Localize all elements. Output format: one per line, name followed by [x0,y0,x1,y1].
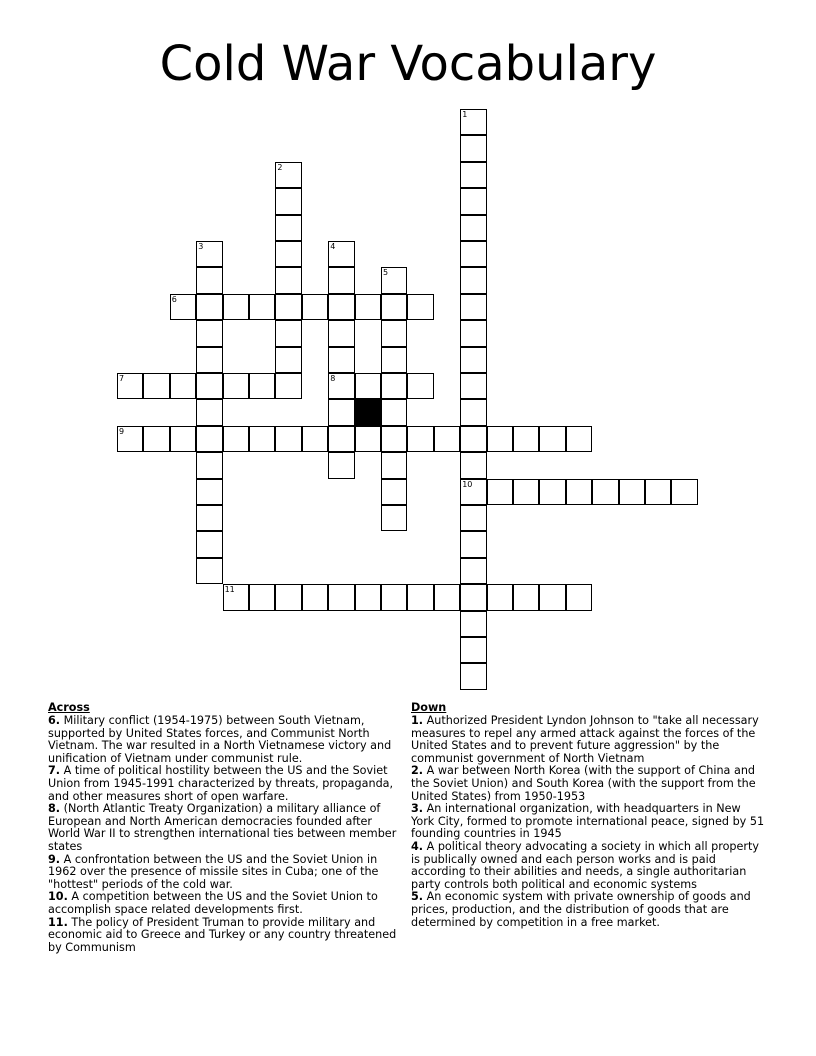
grid-cell[interactable] [434,426,460,452]
grid-cell[interactable] [381,347,407,373]
clue-number: 2. [411,764,424,778]
grid-cell[interactable] [460,188,486,214]
clue-number: 4 [330,242,336,251]
clue-number: 11 [224,585,235,595]
grid-cell[interactable] [328,241,354,267]
down-clue [411,841,767,891]
grid-cell[interactable] [381,267,407,293]
grid-cell[interactable] [249,373,275,399]
grid-cell[interactable] [381,399,407,425]
grid-cell[interactable] [223,294,249,320]
clue-number: 3. [411,802,424,816]
grid-cell[interactable] [592,479,618,505]
grid-cell[interactable] [328,347,354,373]
clue-number: 9. [48,852,61,866]
grid-cell[interactable] [170,373,196,399]
grid-cell[interactable] [460,637,486,663]
clue-number: 5. [411,890,424,904]
clue-text: A competition between the US and the Soviet Union to accomplish space related developments first. [48,890,378,916]
grid-cell[interactable] [566,426,592,452]
grid-cell[interactable] [460,584,486,610]
grid-cell[interactable] [539,479,565,505]
down-clue [411,765,767,803]
clue-number: 10 [462,479,473,489]
clue-number: 6. [48,714,61,727]
grid-cell[interactable] [196,452,222,478]
grid-cell[interactable] [328,267,354,293]
grid-cell[interactable] [460,479,486,505]
clue-number: 1 [462,110,468,119]
grid-cell[interactable] [302,294,328,320]
grid-cell[interactable] [619,479,645,505]
grid-cell[interactable] [196,479,222,505]
grid-cell[interactable] [328,584,354,610]
grid-cell[interactable] [355,584,381,610]
grid-cell[interactable] [671,479,697,505]
grid-cell[interactable] [170,294,196,320]
down-clue [411,803,767,841]
grid-cell[interactable] [381,426,407,452]
grid-cell[interactable] [513,479,539,505]
grid-cell[interactable] [275,188,301,214]
grid-cell[interactable] [460,162,486,188]
grid-cell[interactable] [355,373,381,399]
down-clue [411,715,767,765]
across-clue-list [48,715,404,954]
grid-cell[interactable] [196,505,222,531]
clue-text: An international organization, with headquarters in New York City, formed to promote international peace, signed by 51 founding countries in 1945 [411,802,765,841]
grid-cell[interactable] [328,373,354,399]
grid-cell[interactable] [460,320,486,346]
grid-cell[interactable] [275,241,301,267]
grid-cell[interactable] [196,531,222,557]
across-clue [48,854,404,892]
clue-number: 2 [277,162,283,172]
grid-cell[interactable] [328,426,354,452]
clue-number: 10. [48,890,68,904]
grid-cell[interactable] [143,373,169,399]
grid-cell[interactable] [117,373,143,399]
across-clue [48,803,404,853]
clue-number: 5 [383,268,389,278]
grid-cell[interactable] [460,611,486,637]
grid-cell[interactable] [355,426,381,452]
grid-cell[interactable] [196,373,222,399]
grid-cell[interactable] [249,584,275,610]
grid-cell[interactable] [460,531,486,557]
across-clues [48,700,404,954]
grid-cell[interactable] [196,426,222,452]
grid-cell[interactable] [381,373,407,399]
grid-cell[interactable] [460,426,486,452]
down-clue-list [411,715,767,929]
grid-cell[interactable] [434,584,460,610]
grid-cell[interactable] [223,426,249,452]
grid-cell[interactable] [487,479,513,505]
grid-cell[interactable] [460,241,486,267]
across-clue [48,715,404,765]
clue-number: 9 [119,426,125,436]
grid-cell[interactable] [196,267,222,293]
clue-number: 11. [48,915,68,929]
grid-cell[interactable] [275,320,301,346]
grid-cell[interactable] [275,215,301,241]
grid-cell[interactable] [302,584,328,610]
clue-number: 1. [411,714,424,727]
grid-cell[interactable] [460,347,486,373]
grid-cell[interactable] [460,267,486,293]
clue-text: An economic system with private ownership of goods and prices, production, and the distribution of goods that are determined by competition in a free market. [411,890,751,929]
grid-cell[interactable] [249,294,275,320]
grid-cell[interactable] [196,399,222,425]
grid-cell[interactable] [196,294,222,320]
grid-cell[interactable] [275,584,301,610]
puzzle-title: Cold War Vocabulary [159,36,657,92]
grid-cell[interactable] [275,426,301,452]
grid-cell[interactable] [513,426,539,452]
grid-cell[interactable] [487,584,513,610]
grid-cell[interactable] [223,584,249,610]
grid-cell[interactable] [117,426,143,452]
grid-cell[interactable] [302,426,328,452]
grid-cell[interactable] [275,294,301,320]
grid-cell[interactable] [328,320,354,346]
grid-cell[interactable] [381,584,407,610]
grid-cell[interactable] [196,320,222,346]
clue-number: 7 [119,374,125,383]
grid-cell[interactable] [196,347,222,373]
clue-text: A war between North Korea (with the support of China and the Soviet Union) and South Korea (with the support from the United States) from 1950-1953 [411,764,756,803]
grid-cell[interactable] [328,399,354,425]
grid-cell[interactable] [381,479,407,505]
grid-cell[interactable] [460,558,486,584]
grid-cell[interactable] [355,294,381,320]
clue-number: 7. [48,764,61,778]
grid-cell[interactable] [407,294,433,320]
grid-cell[interactable] [275,373,301,399]
grid-cell[interactable] [381,505,407,531]
grid-cell[interactable] [539,426,565,452]
grid-cell[interactable] [460,452,486,478]
clue-text: Military conflict (1954-1975) between South Vietnam, supported by United States forces, and Communist North Vietnam. The war resulted in a North Vietnamese victory and unification of Vietnam under communist rule. [48,714,392,765]
grid-cell[interactable] [645,479,671,505]
down-clue [411,891,767,929]
grid-cell[interactable] [381,294,407,320]
grid-cell[interactable] [275,162,301,188]
clue-text: (North Atlantic Treaty Organization) a military alliance of European and North American democracies founded after World War II to strengthen international ties between member states [48,802,397,853]
grid-cell[interactable] [381,320,407,346]
grid-cell[interactable] [328,452,354,478]
grid-cell[interactable] [170,426,196,452]
grid-cell[interactable] [249,426,275,452]
down-clues [411,700,767,929]
grid-cell[interactable] [460,663,486,689]
clue-text: The policy of President Truman to provide military and economic aid to Greece and Turkey or any country threatened by Communism [48,915,397,954]
grid-cell[interactable] [460,373,486,399]
grid-cell[interactable] [196,241,222,267]
clue-number: 6 [171,294,177,304]
grid-cell[interactable] [275,267,301,293]
across-heading: Across [48,701,90,714]
grid-cell[interactable] [539,584,565,610]
grid-cell[interactable] [407,426,433,452]
grid-cell[interactable] [143,426,169,452]
clue-number: 8 [330,374,336,383]
grid-cell[interactable] [566,584,592,610]
grid-cell[interactable] [460,505,486,531]
clue-number: 8. [48,802,61,816]
grid-cell[interactable] [196,558,222,584]
across-clue [48,765,404,803]
grid-cell[interactable] [460,294,486,320]
black-square [355,399,381,425]
clue-text: A time of political hostility between the US and the Soviet Union from 1945-1991 characterized by threats, propaganda, and other measures short of open warfare. [48,764,394,803]
grid-cell[interactable] [460,399,486,425]
clue-text: A confrontation between the US and the Soviet Union in 1962 over the presence of missile sites in Cuba; one of the "hottest" periods of the cold war. [48,852,379,891]
grid-cell[interactable] [460,215,486,241]
grid-cell[interactable] [513,584,539,610]
grid-cell[interactable] [407,584,433,610]
grid-cell[interactable] [275,347,301,373]
grid-cell[interactable] [223,373,249,399]
clue-number: 3 [198,242,204,251]
clue-number: 4. [411,839,424,853]
grid-cell[interactable] [460,109,486,135]
down-heading: Down [411,701,447,714]
clue-text: A political theory advocating a society in which all property is publically owned and each person works and is paid according to their abilities and needs, a single authoritarian party controls both political and economic systems [411,839,760,891]
clue-text: Authorized President Lyndon Johnson to "take all necessary measures to repel any armed attack against the forces of the United States and to prevent future aggression" by the communist government of North Vietnam [411,714,759,765]
grid-cell[interactable] [407,373,433,399]
across-clue [48,891,404,916]
grid-cell[interactable] [460,135,486,161]
grid-cell[interactable] [487,426,513,452]
across-clue [48,917,404,955]
grid-cell[interactable] [566,479,592,505]
grid-cell[interactable] [381,452,407,478]
grid-cell[interactable] [328,294,354,320]
